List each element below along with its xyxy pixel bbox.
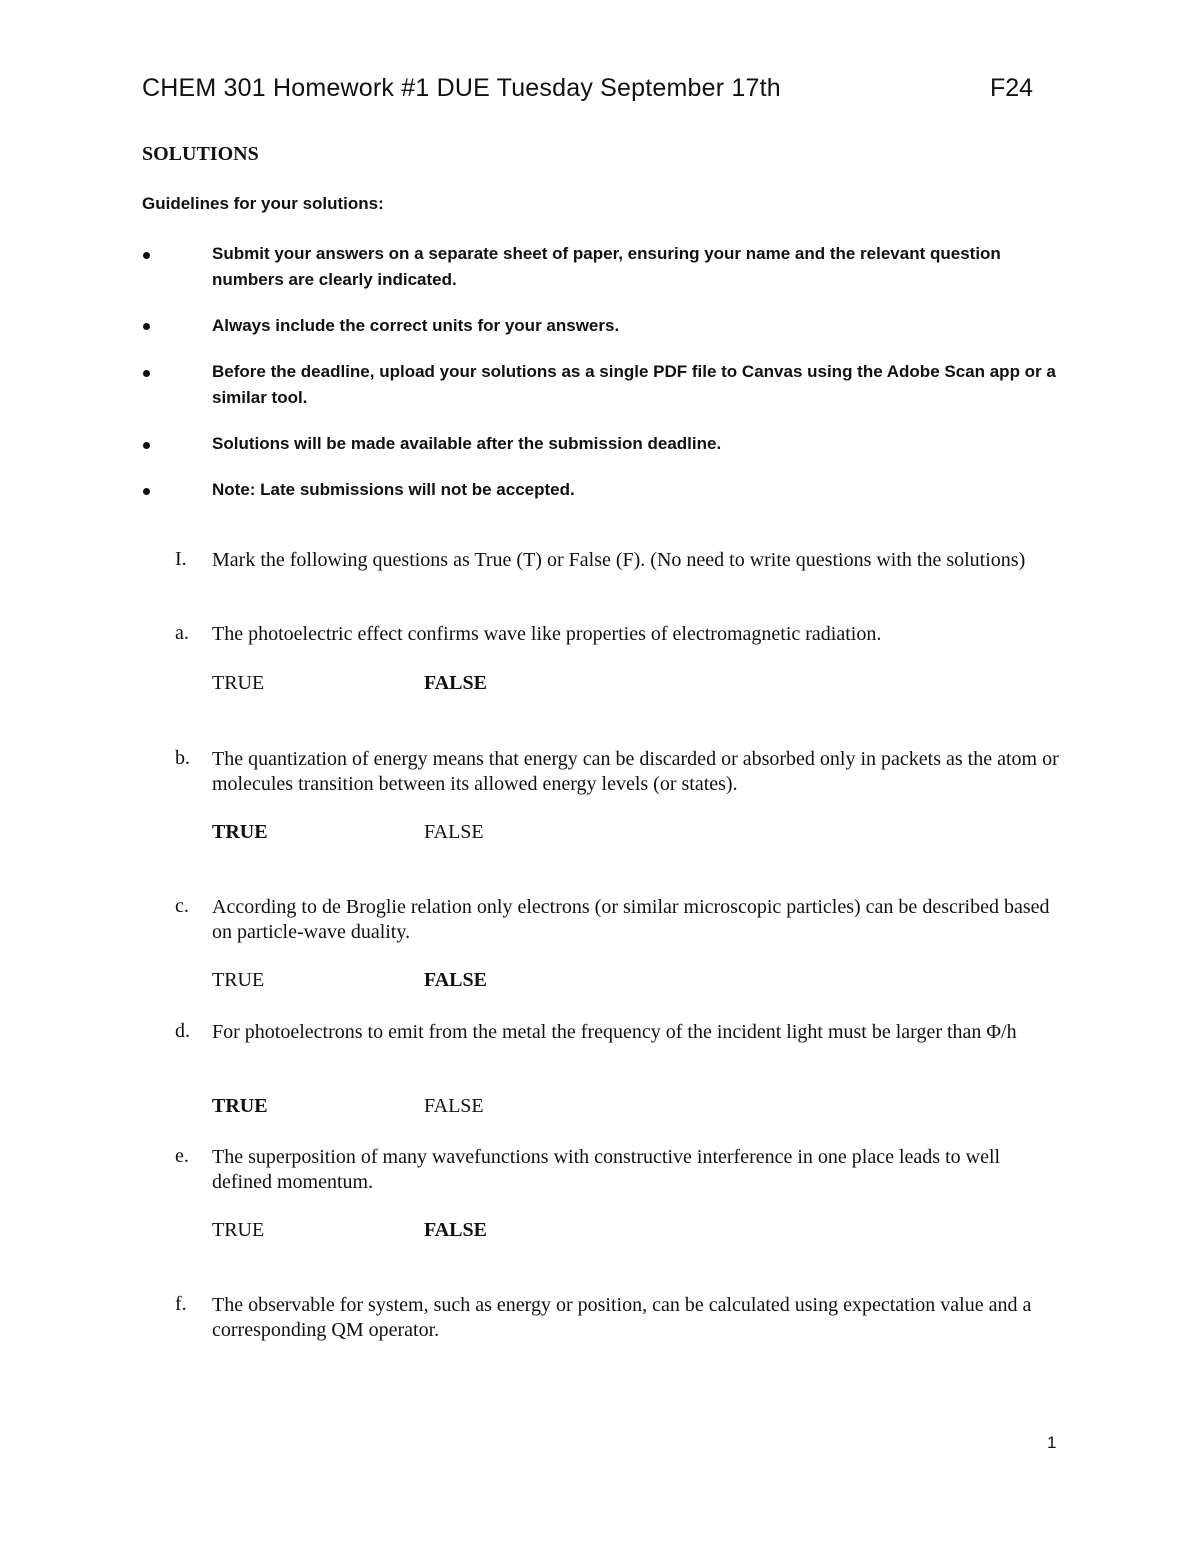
bullet-icon: [143, 252, 150, 259]
bullet-icon: [143, 323, 150, 330]
guidelines-heading: Guidelines for your solutions:: [142, 194, 384, 213]
answer-false-option-selected: FALSE: [424, 672, 487, 694]
answer-false-option-selected: FALSE: [424, 969, 487, 991]
section-instruction: Mark the following questions as True (T) or False (F). (No need to write questions with the solutions): [212, 549, 1026, 571]
guideline-item: Always include the correct units for your answers.: [212, 316, 620, 335]
question-letter: b.: [175, 747, 190, 769]
answer-true-option: TRUE: [212, 1219, 265, 1241]
question-text: The observable for system, such as energy or position, can be calculated using expectation value and a corresponding QM operator.: [212, 1294, 1032, 1341]
answer-true-option-selected: TRUE: [212, 821, 268, 843]
question-text: For photoelectrons to emit from the metal the frequency of the incident light must be larger than Φ/h: [212, 1021, 1017, 1043]
question-letter: d.: [175, 1020, 190, 1042]
question-letter: a.: [175, 622, 189, 644]
header-title: CHEM 301 Homework #1 DUE Tuesday September 17th: [142, 74, 781, 102]
guideline-item: Solutions will be made available after the submission deadline.: [212, 434, 722, 453]
question-text: The photoelectric effect confirms wave like properties of electromagnetic radiation.: [212, 623, 882, 645]
question-text: According to de Broglie relation only electrons (or similar microscopic particles) can be described based on particle-wave duality.: [212, 896, 1050, 943]
bullet-icon: [143, 370, 150, 377]
answer-true-option-selected: TRUE: [212, 1095, 268, 1117]
section-marker: I.: [175, 548, 187, 570]
header-term: F24: [990, 74, 1034, 102]
question-letter: f.: [175, 1293, 187, 1315]
question-text: The quantization of energy means that energy can be discarded or absorbed only in packets as the atom or molecules transition between its allowed energy levels (or states).: [212, 748, 1059, 795]
guideline-item: Note: Late submissions will not be accepted.: [212, 480, 575, 499]
answer-false-option: FALSE: [424, 1095, 484, 1117]
answer-true-option: TRUE: [212, 672, 265, 694]
bullet-icon: [143, 442, 150, 449]
question-letter: c.: [175, 895, 189, 917]
guideline-item: Before the deadline, upload your solutions as a single PDF file to Canvas using the Adobe Scan app or a similar tool.: [212, 362, 1056, 407]
answer-false-option: FALSE: [424, 821, 484, 843]
answer-false-option-selected: FALSE: [424, 1219, 487, 1241]
guideline-item: Submit your answers on a separate sheet of paper, ensuring your name and the relevant question numbers are clearly indicated.: [212, 244, 1001, 289]
page-number: 1: [1047, 1433, 1057, 1452]
question-letter: e.: [175, 1145, 189, 1167]
solutions-label: SOLUTIONS: [142, 143, 259, 165]
answer-true-option: TRUE: [212, 969, 265, 991]
bullet-icon: [143, 488, 150, 495]
question-text: The superposition of many wavefunctions with constructive interference in one place leads to well defined momentum.: [212, 1146, 1001, 1193]
